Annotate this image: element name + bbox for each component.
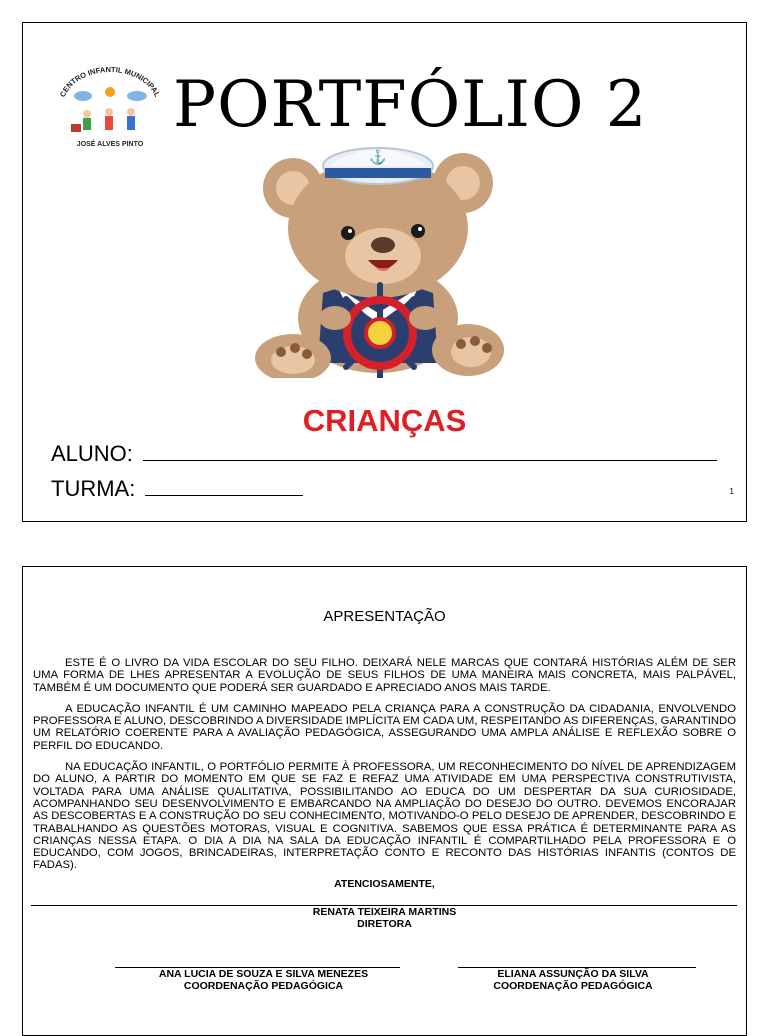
- student-label: ALUNO:: [51, 441, 133, 466]
- cover-title: PORTFÓLIO 2: [173, 68, 648, 142]
- coordinator-2-signature: [448, 968, 698, 992]
- presentation-title: APRESENTAÇÃO: [323, 608, 446, 625]
- presentation-page: [22, 566, 747, 1036]
- school-logo: [51, 66, 169, 152]
- logo-text-bottom: JOSÉ ALVES PINTO: [76, 141, 144, 148]
- paragraph: A EDUCAÇÃO INFANTIL É UM CAMINHO MAPEADO PELA CRIANÇA PARA A CONSTRUÇÃO DA CIDADANIA, ENVOLVENDO PROFESSORA E ALUNO, DESCOBRINDO A DIVERSIDADE IMPLÍCITA EM CADA UM, RESPEITANDO AS DIFERENÇAS, GARANTINDO UM RELATÓRIO COERENTE PARA A AVALIAÇÃO PEDAGÓGICA, ASSEGURANDO UMA AMPLA ANÁLISE E REFLEXÃO SOBRE O PERFIL DO EDUCANDO.: [33, 702, 736, 752]
- student-name-blank: [143, 442, 717, 461]
- coordinator-2-name: ELIANA ASSUNÇÃO DA SILVA: [497, 968, 649, 980]
- class-label: TURMA:: [51, 476, 136, 501]
- student-name-field: [51, 441, 717, 467]
- svg-text:⚓: ⚓: [369, 149, 387, 165]
- cover-page: [22, 22, 747, 522]
- paragraph: ESTE É O LIVRO DA VIDA ESCOLAR DO SEU FILHO. DEIXARÁ NELE MARCAS QUE CONTARÁ HISTÓRIAS ALÉM DE SER UMA FORMA DE LHES APRESENTAR A EVOLUÇÃO DE SEUS FILHOS DE UMA MANEIRA MAIS CONCRETA, MAIS PALPÁVEL, TAMBÉM É UM DOCUMENTO QUE PODERÁ SER GUARDADO E APRECIADO ANOS MAIS TARDE.: [33, 657, 736, 694]
- coordinator-1-signature: [115, 968, 412, 992]
- closing-salutation: ATENCIOSAMENTE,: [334, 878, 435, 890]
- director-role: DIRETORA: [357, 918, 412, 930]
- cover-subtitle: CRIANÇAS: [302, 403, 467, 438]
- coordinator-1-role: COORDENAÇÃO PEDAGÓGICA: [183, 980, 344, 992]
- coordinator-2-role: COORDENAÇÃO PEDAGÓGICA: [493, 980, 653, 992]
- class-blank: [145, 477, 303, 496]
- coordinator-1-name: ANA LUCIA DE SOUZA E SILVA MENEZES: [158, 968, 369, 980]
- paragraph: NA EDUCAÇÃO INFANTIL, O PORTFÓLIO PERMITE À PROFESSORA, UM RECONHECIMENTO DO NÍVEL DE APRENDIZAGEM DO ALUNO, A PARTIR DO MOMENTO EM QUE SE FAZ E REFAZ UMA ATIVIDADE EM UMA PERSPECTIVA CONSTRUTIVISTA, VOLTADA PARA UMA ANÁLISE QUALITATIVA, POSSIBILITANDO AO EDUCA DO UM DESPERTAR DA SUA CURIOSIDADE, ACOMPANHANDO SEU DESENVOLVIMENTO E EMBARCANDO NA AMPLIAÇÃO DO DESEJO DO OUTRO. DEVEMOS ENCORAJAR AS DESCOBERTAS E A CONSTRUÇÃO DO SEU CONHECIMENTO, MOTIVANDO-O PELO DESEJO DE APRENDER, DESCOBRINDO E TRABALHANDO AS QUESTÕES MOTORAS, VISUAL E COGNITIVA. SABEMOS QUE ESSA PRÁTICA É DETERMINANTE PARA AS CRIANÇAS NESSA ETAPA. O DIA A DIA NA SALA DA EDUCAÇÃO INFANTIL É COMPARTILHADO PELA PROFESSORA E O EDUCANDO, COM JOGOS, BRINCADEIRAS, INTERPRETAÇÃO CONTO E RECONTO DAS HISTÓRIAS INFANTIS (CONTOS DE FADAS).: [33, 761, 736, 872]
- logo-text-top: CENTRO INFANTIL MUNICIPAL: [57, 66, 163, 99]
- page-number: 1: [729, 487, 734, 496]
- presentation-body: [33, 657, 736, 881]
- director-name: RENATA TEIXEIRA MARTINS: [312, 906, 457, 918]
- teddy-bear-illustration: [243, 138, 513, 378]
- class-field: [51, 476, 303, 502]
- director-signature: [23, 906, 746, 930]
